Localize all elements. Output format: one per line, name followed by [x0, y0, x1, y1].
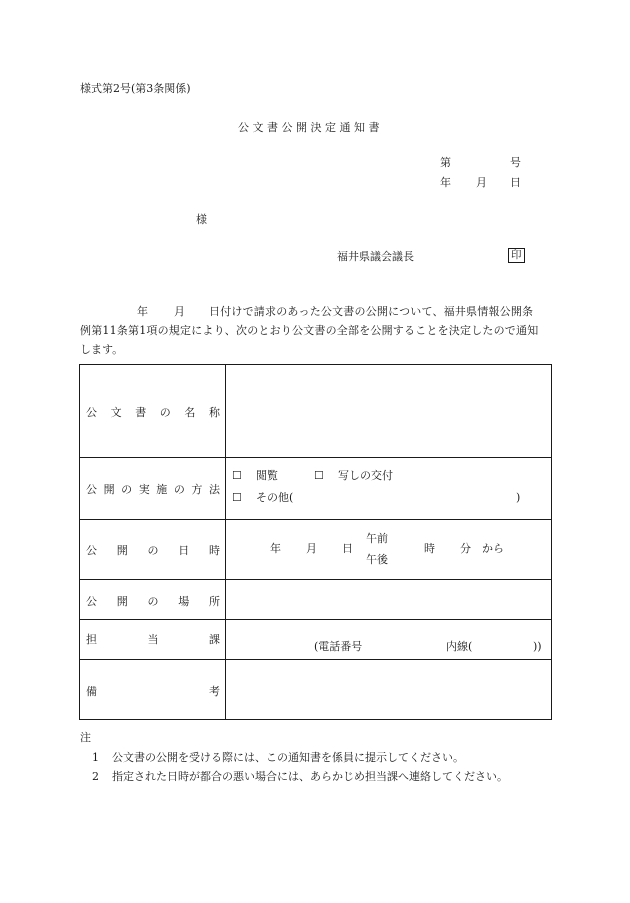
table-row-divider	[80, 619, 551, 620]
method-viewing-label: 閲覧	[256, 469, 278, 482]
document-title: 公文書公開決定通知書	[238, 121, 383, 134]
note-text: 公文書の公開を受ける際には、この通知書を係員に提示してください。	[112, 751, 464, 764]
datetime-am: 午前	[366, 532, 388, 545]
body-line-2: 例第11条第1項の規定により、次のとおり公文書の全部を公開することを決定したので通知	[80, 324, 539, 337]
disclosure-table	[79, 364, 552, 720]
label-department: 担 当 課	[86, 633, 220, 646]
label-disclosure-datetime: 公 開 の 日 時	[86, 544, 220, 557]
table-row-divider	[80, 519, 551, 520]
datetime-hour: 時	[424, 542, 435, 555]
issuer-name: 福井県議会議長	[337, 250, 414, 263]
form-number: 様式第2号(第3条関係)	[80, 82, 191, 95]
label-remarks: 備 考	[86, 685, 220, 698]
note-item	[92, 770, 508, 783]
datetime-pm: 午後	[366, 553, 388, 566]
department-extension-label: 内線(	[446, 640, 473, 653]
date-month: 月	[476, 176, 487, 189]
date-day: 日	[510, 176, 521, 189]
checkbox-viewing[interactable]: ☐	[232, 469, 242, 482]
table-row-divider	[80, 579, 551, 580]
department-close: ))	[533, 640, 542, 653]
doc-number-prefix: 第	[440, 156, 451, 169]
recipient-honorific: 様	[196, 213, 207, 226]
body-line-1: 日付けで請求のあった公文書の公開について、福井県情報公開条	[209, 305, 534, 318]
method-other-label: その他(	[256, 491, 294, 504]
note-number: 2	[92, 770, 99, 783]
label-disclosure-method: 公 開 の 実 施 の 方 法	[86, 483, 220, 496]
department-phone-label: (電話番号	[314, 640, 363, 653]
datetime-year: 年	[270, 542, 281, 555]
table-column-divider	[225, 365, 226, 719]
note-number: 1	[92, 751, 99, 764]
note-text: 指定された日時が都合の悪い場合には、あらかじめ担当課へ連絡してください。	[112, 770, 508, 783]
datetime-month: 月	[306, 542, 317, 555]
notes-title: 注	[80, 731, 91, 744]
method-other-close: )	[516, 491, 521, 504]
method-copy-label: 写しの交付	[338, 469, 393, 482]
datetime-from: から	[482, 542, 504, 555]
body-month: 月	[174, 305, 185, 318]
datetime-minute: 分	[460, 542, 471, 555]
checkbox-other[interactable]: ☐	[232, 491, 242, 504]
doc-number-suffix: 号	[510, 156, 521, 169]
body-line-3: します。	[80, 343, 124, 356]
label-disclosure-place: 公 開 の 場 所	[86, 595, 220, 608]
datetime-day: 日	[342, 542, 353, 555]
note-item	[92, 751, 464, 764]
table-row-divider	[80, 659, 551, 660]
date-year: 年	[440, 176, 451, 189]
body-year: 年	[137, 305, 148, 318]
label-document-name: 公 文 書 の 名 称	[86, 406, 220, 419]
table-row-divider	[80, 457, 551, 458]
checkbox-copy[interactable]: ☐	[314, 469, 324, 482]
seal-mark: 印	[508, 248, 525, 263]
